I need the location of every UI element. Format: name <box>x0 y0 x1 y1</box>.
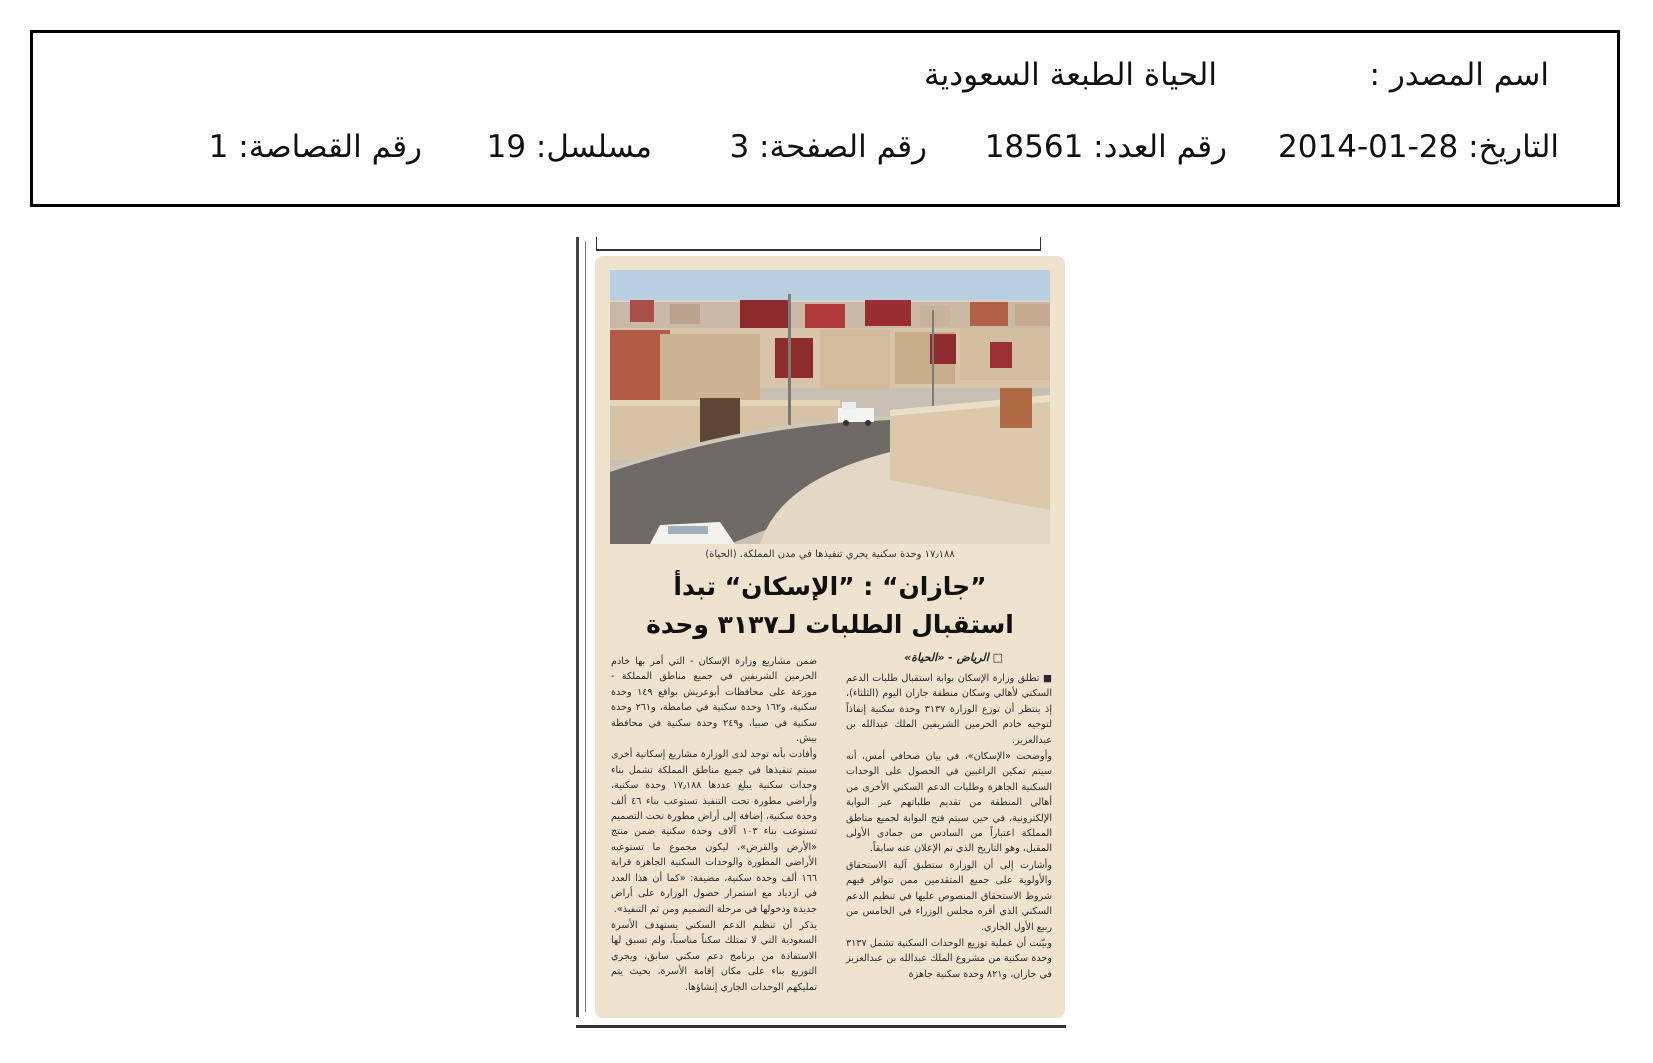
top-rule-tick <box>596 237 597 249</box>
column-rule <box>576 237 579 1017</box>
article-headline <box>610 568 1050 644</box>
clipping-header <box>30 30 1620 207</box>
article-column-right <box>846 671 1052 983</box>
paragraph: وأفادت بأنه توجد لدى الوزارة مشاريع إسكانية أخرى سيتم تنفيذها في جميع مناطق المملكة تشمل بناء وحدات سكنية يبلغ عددها ١٧٫١٨٨ وحدة سكنية، وأراضي مطورة تحت التنفيذ تستوعب بناء ٤٦ ألف وحدة سكنية، إضافة إلى أراض مطورة تحت التصميم تستوعب بناء ١٠٣ آلاف وحدة سكنية ضمن منتج «الأرض والقرض»، ليكون مجموع ما تستوعبه الأراضي المطورة والوحدات السكنية الجاهزة قرابة ١٦٦ ألف وحدة سكنية، مضيفة: «كما أن هذا العدد في ازدياد مع استمرار حصول الوزارة على أراض جديدة ودخولها في مرحلة التصميم ومن ثم التنفيذ». <box>611 749 818 915</box>
housing-photo-illustration <box>610 270 1050 544</box>
article-dateline: □ الرياض - «الحياة» <box>904 651 1003 664</box>
bottom-rule <box>576 1025 1066 1028</box>
paragraph: يذكر أن تنظيم الدعم السكني يستهدف الأسرة السعودية التي لا تمتلك سكناً مناسباً، ولم تسبق لها الاستفادة من برنامج دعم سكني سابق، ويجري التوزيع بناء على مكان إقامة الأسرة، بحيث يتم تمليكهم الوحدات الجاري إنشاؤها. <box>611 919 817 993</box>
top-rule <box>596 249 1041 251</box>
column-rule-thin <box>585 242 586 1012</box>
top-rule-tick <box>1040 237 1041 249</box>
paragraph: وبيّنت أن عملية توزيع الوحدات السكنية تشمل ٣١٣٧ وحدة سكنية من مشروع الملك عبدالله بن عبدالعزيز في جازان، و٨٢١ وحدة سكنية جاهزة <box>846 937 1052 980</box>
source-label: اسم المصدر : <box>1369 57 1549 93</box>
source-name: الحياة الطبعة السعودية <box>924 57 1217 93</box>
page-number-field: رقم الصفحة: 3 <box>729 129 927 165</box>
housing-photo <box>610 270 1050 544</box>
clip-number-field: رقم القصاصة: 1 <box>208 129 422 165</box>
issue-number-field: رقم العدد: 18561 <box>984 129 1227 165</box>
article-column-left <box>611 654 817 996</box>
paragraph: وأوضحت «الإسكان»، في بيان صحافي أمس، أنه سيتم تمكين الراغبين في الحصول على الوحدات السكنية الجاهزة وطلبات الدعم السكني الأخرى من أهالي المنطقة من تقديم طلباتهم عبر البوابة الإلكترونية، في حين سيتم فتح البوابة لجميع مناطق المملكة اعتباراً من السادس من جمادى الأولى المقبل، وهو التاريخ الذي تم الإعلان عنه سابقاً. <box>846 751 1052 855</box>
photo-caption: ١٧٫١٨٨ وحدة سكنية يجري تنفيذها في مدن المملكة. (الحياة) <box>705 549 955 560</box>
paragraph: ■ تطلق وزارة الإسكان بوابة استقبال طلبات الدعم السكني لأهالي وسكان منطقة جازان اليوم (الثلثاء)، إذ ينتظر أن توزع الوزارة ٣١٣٧ وحدة سكنية إنفاذاً لتوجيه خادم الحرمين الشريفين الملك عبدالله بن عبدالعزيز. <box>846 673 1052 746</box>
paragraph: ضمن مشاريع وزارة الإسكان - التي أمر بها خادم الحرمين الشريفين في جميع مناطق المملكة - موزعة على محافظات أبوعريش بواقع ١٤٩ وحدة سكنية، و١٦٢ وحدة سكنية في صامطة، و٢٦١ وحدة سكنية في صبيا، و٢٤٩ وحدة سكنية في محافظة بيش. <box>611 656 818 745</box>
date-field: التاريخ: 28-01-2014 <box>1278 129 1559 165</box>
serial-field: مسلسل: 19 <box>486 129 652 165</box>
newspaper-clipping <box>595 256 1065 1018</box>
paragraph: وأشارت إلى أن الوزارة ستطبق آلية الاستحقاق والأولوية على جميع المتقدمين ممن تتوافر فيهم شروط الاستحقاق المنصوص عليها في تنظيم الدعم السكني الذي أقره مجلس الوزراء في الخامس من ربيع الأول الجاري. <box>846 859 1052 933</box>
headline-line-1: ”جازان“ : ”الإسكان“ تبدأ <box>673 572 987 601</box>
headline-line-2: استقبال الطلبات لـ٣١٣٧ وحدة <box>646 610 1014 639</box>
